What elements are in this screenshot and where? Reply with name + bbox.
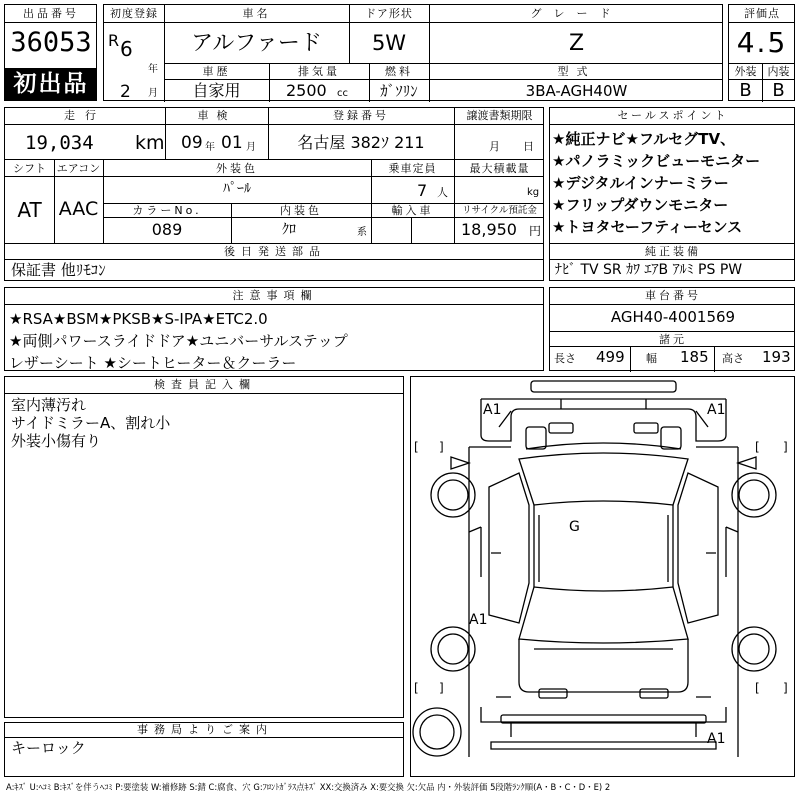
- load-label: 最大積載量: [469, 162, 530, 175]
- sales-points-box: [549, 107, 795, 281]
- interior-color-unit: 系: [357, 227, 367, 238]
- reg-year-label: 初度登録: [110, 7, 158, 20]
- length-label: 長さ: [554, 352, 576, 365]
- mileage-label: 走行: [64, 109, 106, 122]
- damage-mark-roof: G: [569, 519, 580, 535]
- ac-label: エアコン: [56, 162, 101, 175]
- inspection-month: 01: [221, 133, 243, 153]
- score-label: 評価点: [744, 7, 780, 20]
- equipment-label: 純正装備: [645, 245, 701, 258]
- displacement-unit: cc: [337, 88, 348, 99]
- interior-color-label: 内装色: [280, 204, 322, 217]
- sales-point-1: ★純正ナビ★フルセグTV、: [552, 130, 736, 148]
- score-box: [728, 4, 795, 101]
- header-main: [103, 4, 723, 101]
- bracket-left-4: ]: [439, 681, 444, 695]
- plate-number: 名古屋 382ｿ 211: [297, 133, 425, 152]
- chassis-label: 車台番号: [645, 289, 701, 302]
- inspector-line-1: 室内薄汚れ: [11, 396, 87, 414]
- sales-points-label: セールスポイント: [617, 109, 729, 122]
- shift-label: シフト: [13, 162, 46, 175]
- color-no-label: カラーNo.: [132, 204, 202, 217]
- bracket-right-3: [: [755, 681, 760, 695]
- mileage: 19,034: [25, 132, 94, 154]
- displacement-label: 排気量: [298, 65, 340, 78]
- bracket-right-4: ]: [783, 681, 788, 695]
- chassis-box: [549, 287, 795, 371]
- note-line-3: レザーシート ★シートヒーター＆クーラー: [9, 354, 297, 372]
- model-label: 型式: [557, 65, 596, 78]
- import-label: 輸入車: [391, 204, 434, 217]
- sales-point-5: ★トヨタセーフティーセンス: [552, 218, 743, 236]
- grade-label: グレード: [530, 7, 623, 20]
- note-line-2: ★両側パワースライドドア★ユニバーサルステップ: [9, 332, 348, 350]
- car-outline: [411, 377, 796, 778]
- equipment: ﾅﾋﾞ TV SR ｶﾜ ｴｱB ｱﾙﾐ PS PW: [555, 262, 743, 278]
- later-parts: 保証書 他ﾘﾓｺﾝ: [11, 261, 106, 279]
- specs-label: 諸元: [659, 333, 687, 346]
- damage-mark-front-left: A1: [483, 402, 502, 418]
- fuel: ｶﾞｿﾘﾝ: [380, 82, 418, 100]
- inspector-notes: [11, 396, 170, 450]
- note-line-1: ★RSA★BSM★PKSB★S-IPA★ETC2.0: [9, 310, 268, 328]
- era: R: [108, 31, 120, 50]
- details-grid: [4, 107, 544, 281]
- shift: AT: [17, 198, 42, 222]
- year-unit: 年: [148, 64, 158, 75]
- history: 自家用: [192, 81, 241, 100]
- chassis-number: AGH40-4001569: [610, 308, 736, 326]
- load-unit: kg: [527, 187, 540, 198]
- inspection-year: 09: [181, 133, 203, 153]
- car-name: アルファード: [191, 31, 322, 56]
- history-label: 車歴: [202, 65, 231, 78]
- inspector-box: [4, 376, 404, 718]
- mileage-unit: km: [135, 132, 165, 154]
- bracket-right-1: [: [755, 440, 760, 454]
- width-label: 幅: [646, 352, 657, 365]
- car-name-label: 車名: [242, 7, 271, 20]
- damage-mark-side-left: A1: [469, 612, 488, 628]
- delivery-month-unit: 月: [489, 140, 500, 153]
- notes-box: [4, 287, 544, 371]
- grade: Z: [568, 31, 585, 56]
- length: 499: [596, 348, 625, 366]
- exterior-color: ﾊﾟｰﾙ: [223, 181, 251, 197]
- bracket-left-3: [: [414, 681, 419, 695]
- inspection-year-unit: 年: [205, 142, 215, 153]
- plate-label: 登録番号: [333, 109, 389, 122]
- inspection-month-unit: 月: [246, 142, 256, 153]
- displacement: 2500: [286, 81, 327, 100]
- interior-color: ｸﾛ: [282, 222, 296, 238]
- recycle-label: リサイクル預託金: [462, 205, 537, 216]
- lot-number-label: 出品番号: [23, 7, 79, 20]
- sales-points-list: [552, 128, 760, 238]
- recycle-amount: 18,950: [461, 220, 517, 239]
- delivery-day-unit: 日: [523, 140, 534, 153]
- car-diagram: [410, 376, 795, 777]
- notes-label: 注意事項欄: [232, 289, 318, 302]
- recycle-unit: 円: [529, 224, 542, 238]
- fuel-label: 燃料: [385, 65, 413, 78]
- sales-point-4: ★フリップダウンモニター: [552, 196, 729, 214]
- inspector-line-2: サイドミラーA、割れ小: [11, 414, 171, 432]
- capacity-label: 乗車定員: [388, 162, 437, 175]
- month-unit: 月: [148, 88, 158, 99]
- exterior-label: 外装: [734, 65, 757, 78]
- lot-number: 36053: [10, 27, 92, 58]
- reg-year: 6: [120, 37, 133, 61]
- ac: AAC: [58, 198, 99, 220]
- bracket-right-2: ]: [783, 440, 788, 454]
- color-label: 外装色: [216, 162, 258, 175]
- interior-grade: B: [772, 80, 785, 101]
- notes-list: [9, 308, 348, 374]
- first-listing-badge: 初出品: [13, 71, 89, 97]
- height: 193: [762, 348, 791, 366]
- interior-label: 内装: [767, 65, 790, 78]
- score: 4.5: [736, 26, 788, 59]
- door-label: ドア形状: [365, 7, 413, 20]
- reg-month: 2: [120, 82, 131, 102]
- bracket-left-1: [: [414, 440, 419, 454]
- capacity: 7: [417, 181, 428, 200]
- color-no: 089: [151, 220, 183, 239]
- inspection-label: 車検: [197, 109, 236, 122]
- bracket-left-2: ]: [439, 440, 444, 454]
- lot-number-box: [4, 4, 97, 101]
- legend-footer: A:ｷｽﾞ U:ﾍｺﾐ B:ｷｽﾞを伴うﾍｺﾐ P:要塗装 W:補修跡 S:錆 C:腐食、穴 G:ﾌﾛﾝﾄｶﾞﾗｽ点ｷｽﾞ XX:交換済み X:要交換 欠:欠品 内・外装評価 5段階ﾗﾝｸ順(A・B・C・D・E) 2: [6, 782, 611, 792]
- damage-mark-front-right: A1: [707, 402, 726, 418]
- damage-mark-rear-right: A1: [707, 731, 726, 747]
- sales-point-3: ★デジタルインナーミラー: [552, 174, 729, 192]
- width: 185: [680, 348, 709, 366]
- model-code: 3BA-AGH40W: [525, 82, 628, 100]
- inspector-label: 検査員記入欄: [154, 378, 256, 391]
- capacity-unit: 人: [437, 186, 448, 199]
- office-note: キーロック: [11, 739, 86, 757]
- inspector-line-3: 外装小傷有り: [11, 432, 102, 450]
- office-label: 事務局よりご案内: [137, 723, 273, 736]
- later-parts-label: 後日発送部品: [224, 245, 326, 258]
- office-box: [4, 722, 404, 777]
- delivery-label: 譲渡書類期限: [466, 109, 533, 122]
- exterior-grade: B: [739, 80, 752, 101]
- door-shape: 5W: [371, 31, 407, 55]
- sales-point-2: ★パノラミックビューモニター: [552, 152, 761, 170]
- height-label: 高さ: [722, 352, 744, 365]
